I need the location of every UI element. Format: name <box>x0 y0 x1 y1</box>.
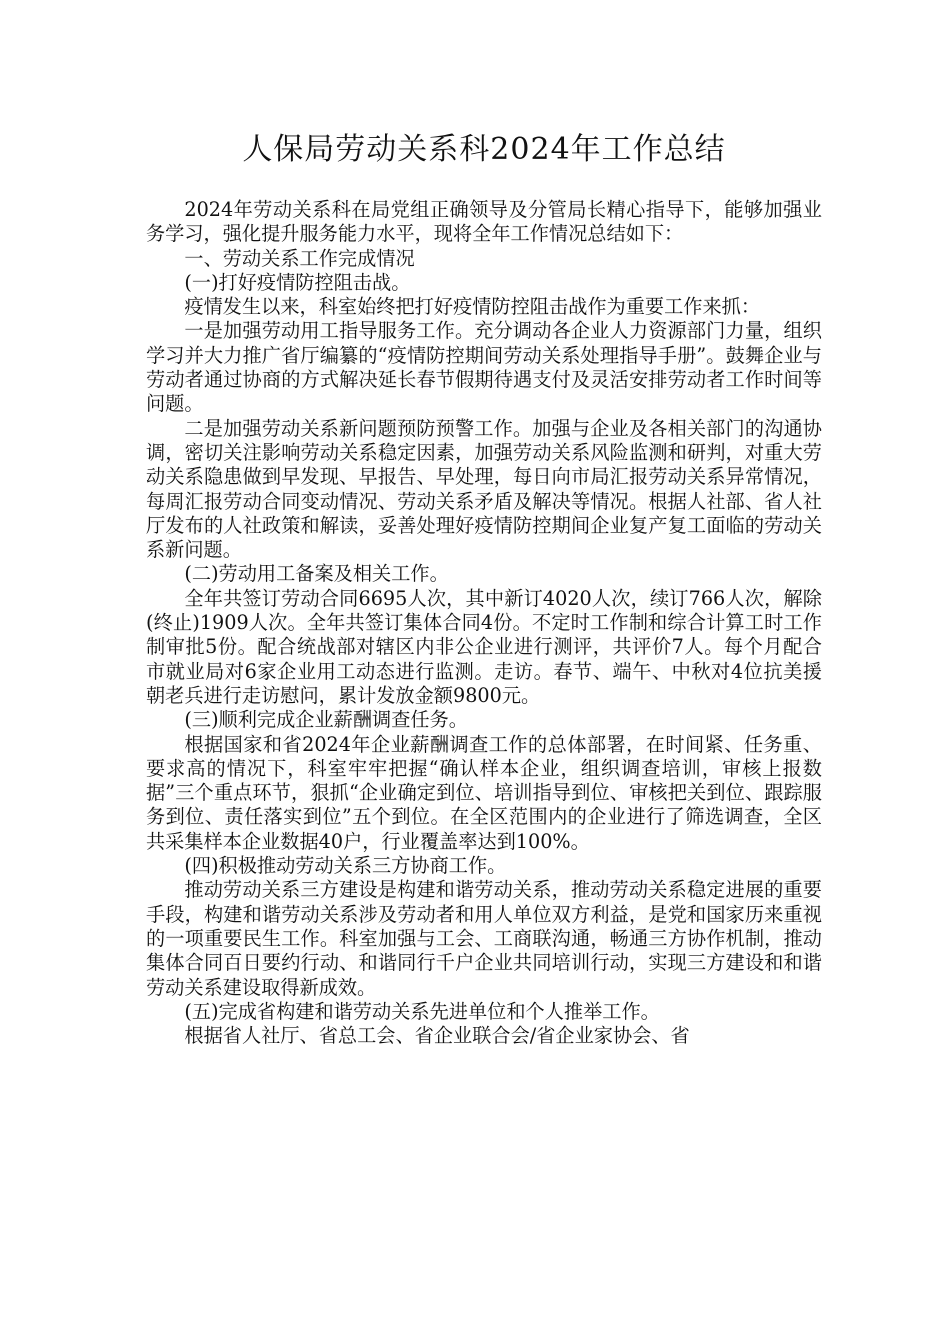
intro-paragraph: 2024年劳动关系科在局党组正确领导及分管局长精心指导下，能够加强业务学习，强化提升服务能力水平，现将全年工作情况总结如下： <box>146 198 822 246</box>
body-paragraph: 二是加强劳动关系新问题预防预警工作。加强与企业及各相关部门的沟通协调，密切关注影响劳动关系稳定因素，加强劳动关系风险监测和研判，对重大劳动关系隐患做到早发现、早报告、早处理，每日向市局汇报劳动关系异常情况，每周汇报劳动合同变动情况、劳动关系矛盾及解决等情况。根据人社部、省人社厅发布的人社政策和解读，妥善处理好疫情防控期间企业复产复工面临的劳动关系新问题。 <box>146 416 822 562</box>
section-heading-1: 一、劳动关系工作完成情况 <box>184 246 415 270</box>
body-paragraph: 根据省人社厅、省总工会、省企业联合会/省企业家协会、省 <box>184 1024 690 1048</box>
subsection-heading-1: (一)打好疫情防控阻击战。 <box>184 270 411 294</box>
subsection-heading-5: (五)完成省构建和谐劳动关系先进单位和个人推举工作。 <box>184 999 660 1023</box>
document-title: 人保局劳动关系科2024年工作总结 <box>242 132 726 167</box>
body-paragraph: 疫情发生以来，科室始终把打好疫情防控阻击战作为重要工作来抓： <box>184 295 761 319</box>
subsection-heading-3: (三)顺利完成企业薪酬调查任务。 <box>184 708 468 732</box>
body-paragraph: 根据国家和省2024年企业薪酬调查工作的总体部署，在时间紧、任务重、要求高的情况下，科室牢牢把握“确认样本企业，组织调查培训，审核上报数据”三个重点环节，狠抓“企业确定到位、培训指导到位、审核把关到位、跟踪服务到位、责任落实到位”五个到位。在全区范围内的企业进行了筛选调查，全区共采集样本企业数据40户，行业覆盖率达到100%。 <box>146 732 822 853</box>
subsection-heading-4: (四)积极推动劳动关系三方协商工作。 <box>184 854 507 878</box>
document-body <box>146 198 822 1048</box>
body-paragraph: 一是加强劳动用工指导服务工作。充分调动各企业人力资源部门力量，组织学习并大力推广省厅编纂的“疫情防控期间劳动关系处理指导手册”。鼓舞企业与劳动者通过协商的方式解决延长春节假期待遇支付及灵活安排劳动者工作时间等问题。 <box>146 319 822 416</box>
body-paragraph: 全年共签订劳动合同6695人次，其中新订4020人次，续订766人次，解除(终止)1909人次。全年共签订集体合同4份。不定时工作制和综合计算工时工作制审批5份。配合统战部对辖区内非公企业进行测评，共评价7人。每个月配合市就业局对6家企业用工动态进行监测。走访。春节、端午、中秋对4位抗美援朝老兵进行走访慰问，累计发放金额9800元。 <box>146 586 822 707</box>
subsection-heading-2: (二)劳动用工备案及相关工作。 <box>184 562 449 586</box>
body-paragraph: 推动劳动关系三方建设是构建和谐劳动关系，推动劳动关系稳定进展的重要手段，构建和谐劳动关系涉及劳动者和用人单位双方利益，是党和国家历来重视的一项重要民生工作。科室加强与工会、工商联沟通，畅通三方协作机制，推动集体合同百日要约行动、和谐同行千户企业共同培训行动，实现三方建设和和谐劳动关系建设取得新成效。 <box>146 878 822 999</box>
